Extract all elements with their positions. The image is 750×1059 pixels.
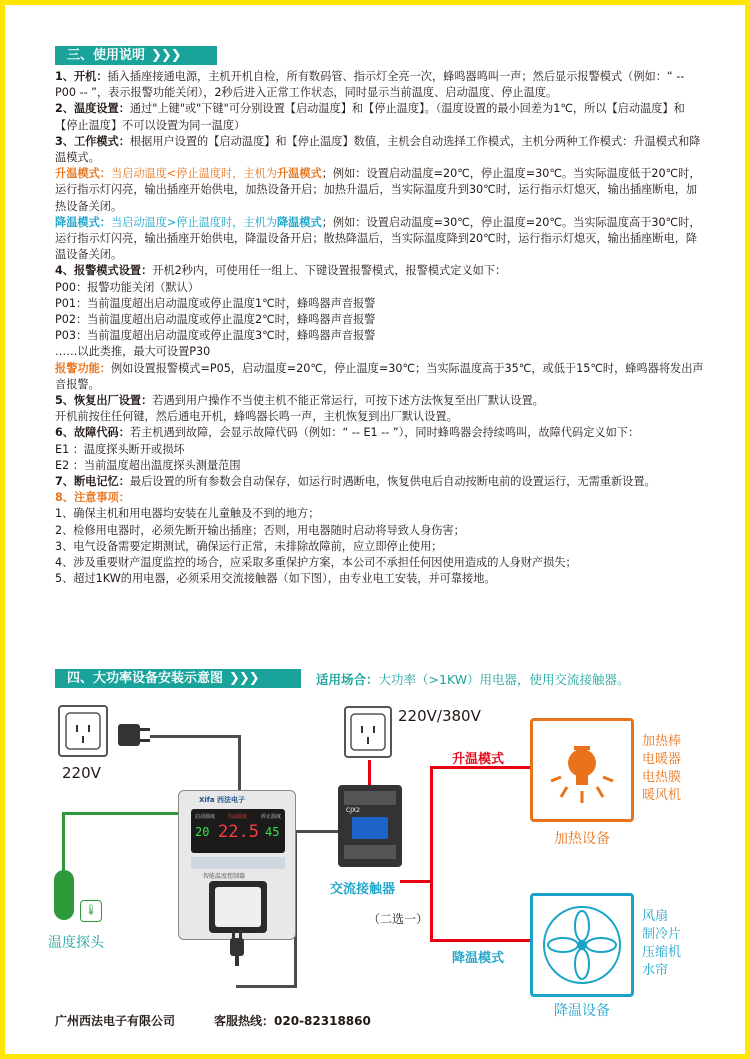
cool-mode-label: 降温模式 bbox=[452, 951, 505, 966]
choose-one-label: （二选一） bbox=[368, 912, 429, 926]
controller-brand: Xifa 西法电子 bbox=[199, 796, 246, 804]
wire-plug-down bbox=[238, 735, 241, 790]
heating-device-label: 加热设备 bbox=[554, 831, 610, 847]
para-heat-mode: 升温模式：当启动温度<停止温度时，主机为升温模式；例如：设置启动温度=20℃，停止温度=30℃。当实际温度低于20℃时，运行指示灯闪亮，输出插座开始供电，加热设备开启；加热升温后，当实际温度升到30℃时，运行指示灯熄灭，输出插座断电，加热设备关闭。 bbox=[55, 167, 701, 213]
voltage-220v-label: 220V bbox=[62, 764, 101, 782]
cooling-device-label: 降温设备 bbox=[554, 1003, 610, 1019]
cool-item: 风扇 bbox=[642, 909, 669, 924]
footer-company: 广州西法电子有限公司 bbox=[55, 1014, 176, 1028]
hotline-number: 020-82318860 bbox=[274, 1014, 371, 1028]
heat-items bbox=[642, 733, 681, 805]
fan-icon bbox=[533, 896, 631, 994]
wire-probe-down bbox=[62, 812, 65, 872]
cooling-device-box bbox=[530, 893, 634, 997]
alarm-item: P00：报警功能关闭（默认） bbox=[55, 280, 200, 294]
section3-header bbox=[55, 46, 217, 65]
section4-title: 四、大功率设备安装示意图 bbox=[67, 671, 224, 686]
heat-item: 暖风机 bbox=[642, 788, 682, 803]
controller-display: 启动温度 当前温度 停止温度 20 22.5 45 bbox=[191, 809, 285, 853]
socket-icon bbox=[346, 708, 390, 756]
output-plug-icon bbox=[222, 928, 252, 968]
contactor-model: CJX2 bbox=[346, 807, 360, 814]
heat-item: 电热膜 bbox=[642, 770, 682, 785]
alarm-item: P02：当前温度超出启动温度或停止温度2℃时，蜂鸣器声音报警 bbox=[55, 313, 376, 327]
para-factory-reset-2: 开机前按住任何键，然后通电开机，蜂鸣器长鸣一声，主机恢复到出厂默认设置。 bbox=[55, 410, 458, 424]
para-alarm-function: 报警功能：例如设置报警模式=P05，启动温度=20℃，停止温度=30℃；当实际温度高于35℃，或低于15℃时，蜂鸣器将发出声音报警。 bbox=[55, 361, 704, 391]
cool-item: 压缩机 bbox=[642, 945, 682, 960]
current-temp-value: 22.5 bbox=[218, 822, 259, 842]
heat-item: 加热棒 bbox=[642, 734, 682, 749]
socket-icon bbox=[60, 707, 106, 755]
light-bulb-icon bbox=[533, 721, 631, 819]
section4-arrows-icon: ❯❯❯ bbox=[229, 671, 259, 686]
note-item: 5、超过1KW的用电器，必须采用交流接触器（如下图），由专业电工安装，并可靠接地。 bbox=[55, 572, 496, 586]
para-factory-reset: 5、恢复出厂设置：若遇到用户操作不当使主机不能正常运行，可按下述方法恢复至出厂默认设置。 bbox=[55, 394, 544, 408]
contactor-label: 交流接触器 bbox=[330, 882, 396, 897]
heat-mode-label: 升温模式 bbox=[452, 752, 505, 767]
cool-item: 水帘 bbox=[642, 963, 669, 978]
section4-header bbox=[55, 669, 301, 688]
note-item: 2、检修用电器时，必须先断开输出插座；否则，用电器随时启动将导致人身伤害； bbox=[55, 523, 465, 537]
voltage-220v-380v-label: 220V/380V bbox=[398, 707, 481, 725]
note-item: 4、涉及重要财产温度监控的场合，应采取多重保护方案，本公司不承担任何因使用造成的人身财产损失； bbox=[55, 556, 577, 570]
note-item: 3、电气设备需要定期测试，确保运行正常，未排除故障前，应立即停止使用； bbox=[55, 539, 443, 553]
stop-temp-value: 45 bbox=[265, 825, 280, 839]
para-power-memory: 7、断电记忆：最后设置的所有参数会自动保存，如运行时遇断电，恢复供电后自动按断电前的设置运行，无需重新设置。 bbox=[55, 475, 656, 489]
wall-socket-220v bbox=[58, 705, 108, 757]
temperature-probe bbox=[54, 870, 74, 920]
section3-arrows-icon: ❯❯❯ bbox=[151, 48, 181, 63]
wire-to-contactor bbox=[294, 830, 344, 833]
ac-contactor bbox=[338, 785, 402, 867]
instructions-text bbox=[55, 69, 705, 588]
probe-label: 温度探头 bbox=[48, 935, 104, 951]
temperature-controller bbox=[178, 790, 296, 940]
heat-item: 电暖器 bbox=[642, 752, 682, 767]
scene-description: 适用场合：大功率（>1KW）用电器，使用交流接触器。 bbox=[316, 672, 630, 687]
wire-output-to-contactor bbox=[236, 985, 296, 988]
wire-probe bbox=[62, 812, 182, 815]
section3-title: 三、使用说明 bbox=[67, 48, 146, 63]
controller-output-socket bbox=[209, 881, 267, 933]
heating-device-box bbox=[530, 718, 634, 822]
footer-hotline: 客服热线：020-82318860 bbox=[214, 1014, 371, 1028]
controller-buttons bbox=[191, 857, 285, 869]
wall-socket-380v bbox=[344, 706, 392, 758]
cool-items bbox=[642, 908, 681, 980]
para-temp-setting: 2、温度设置：通过"上键"或"下键"可分别设置【启动温度】和【停止温度】。（温度设置的最小回差为1℃，所以【启动温度】和【停止温度】不可以设置为同一温度） bbox=[55, 102, 685, 132]
wire-heat-v bbox=[430, 766, 433, 941]
alarm-item: ……以此类推，最大可设置P30 bbox=[55, 345, 211, 359]
para-power-on: 1、开机：插入插座接通电源，主机开机自检，所有数码管、指示灯全亮一次，蜂鸣器鸣叫一声；然后显示报警模式（例如：“ -- P00 -- ”，表示报警功能关闭），2秒后进入正常工作状态，同时显示当前温度、启动温度、停止温度。 bbox=[55, 70, 685, 100]
cool-item: 制冷片 bbox=[642, 927, 682, 942]
power-plug-icon bbox=[110, 720, 154, 750]
alarm-item: P03：当前温度超出启动温度或停止温度3℃时，蜂鸣器声音报警 bbox=[55, 329, 376, 343]
para-work-mode: 3、工作模式：根据用户设置的【启动温度】和【停止温度】数值，主机会自动选择工作模式，主机分两种工作模式：升温模式和降温模式。 bbox=[55, 134, 701, 165]
controller-name: 智能温度控制器 bbox=[203, 873, 246, 880]
para-notes-title: 8、注意事项： bbox=[55, 491, 130, 505]
note-item: 1、确保主机和用电器均安装在儿童触及不到的地方； bbox=[55, 507, 320, 521]
wire-cool-h bbox=[430, 939, 530, 942]
start-temp-value: 20 bbox=[195, 825, 210, 839]
para-fault-code: 6、故障代码：若主机遇到故障，会显示故障代码（例如：“ -- E1 -- ”），同时蜂鸣器会持续鸣叫，故障代码定义如下： bbox=[55, 426, 640, 440]
wire-contactor-to-red bbox=[400, 880, 432, 883]
para-alarm-setting: 4、报警模式设置：开机2秒内，可使用任一组上、下键设置报警模式，报警模式定义如下： bbox=[55, 264, 507, 278]
wire-plug-to-controller bbox=[150, 735, 240, 738]
probe-thermometer-icon: 🌡 bbox=[80, 900, 102, 922]
fault-item: E2 ：当前温度超出温度探头测量范围 bbox=[55, 458, 241, 472]
alarm-item: P01：当前温度超出启动温度或停止温度1℃时，蜂鸣器声音报警 bbox=[55, 296, 376, 310]
para-cool-mode: 降温模式：当启动温度>停止温度时，主机为降温模式；例如：设置启动温度=30℃，停止温度=20℃。当实际温度高于30℃时，运行指示灯闪亮，输出插座开始供电，降温设备开启；散热降温后，当实际温度降到20℃时，运行指示灯熄灭，输出插座断电，降温设备关闭。 bbox=[55, 215, 701, 262]
fault-item: E1 ：温度探头断开或损坏 bbox=[55, 442, 185, 456]
